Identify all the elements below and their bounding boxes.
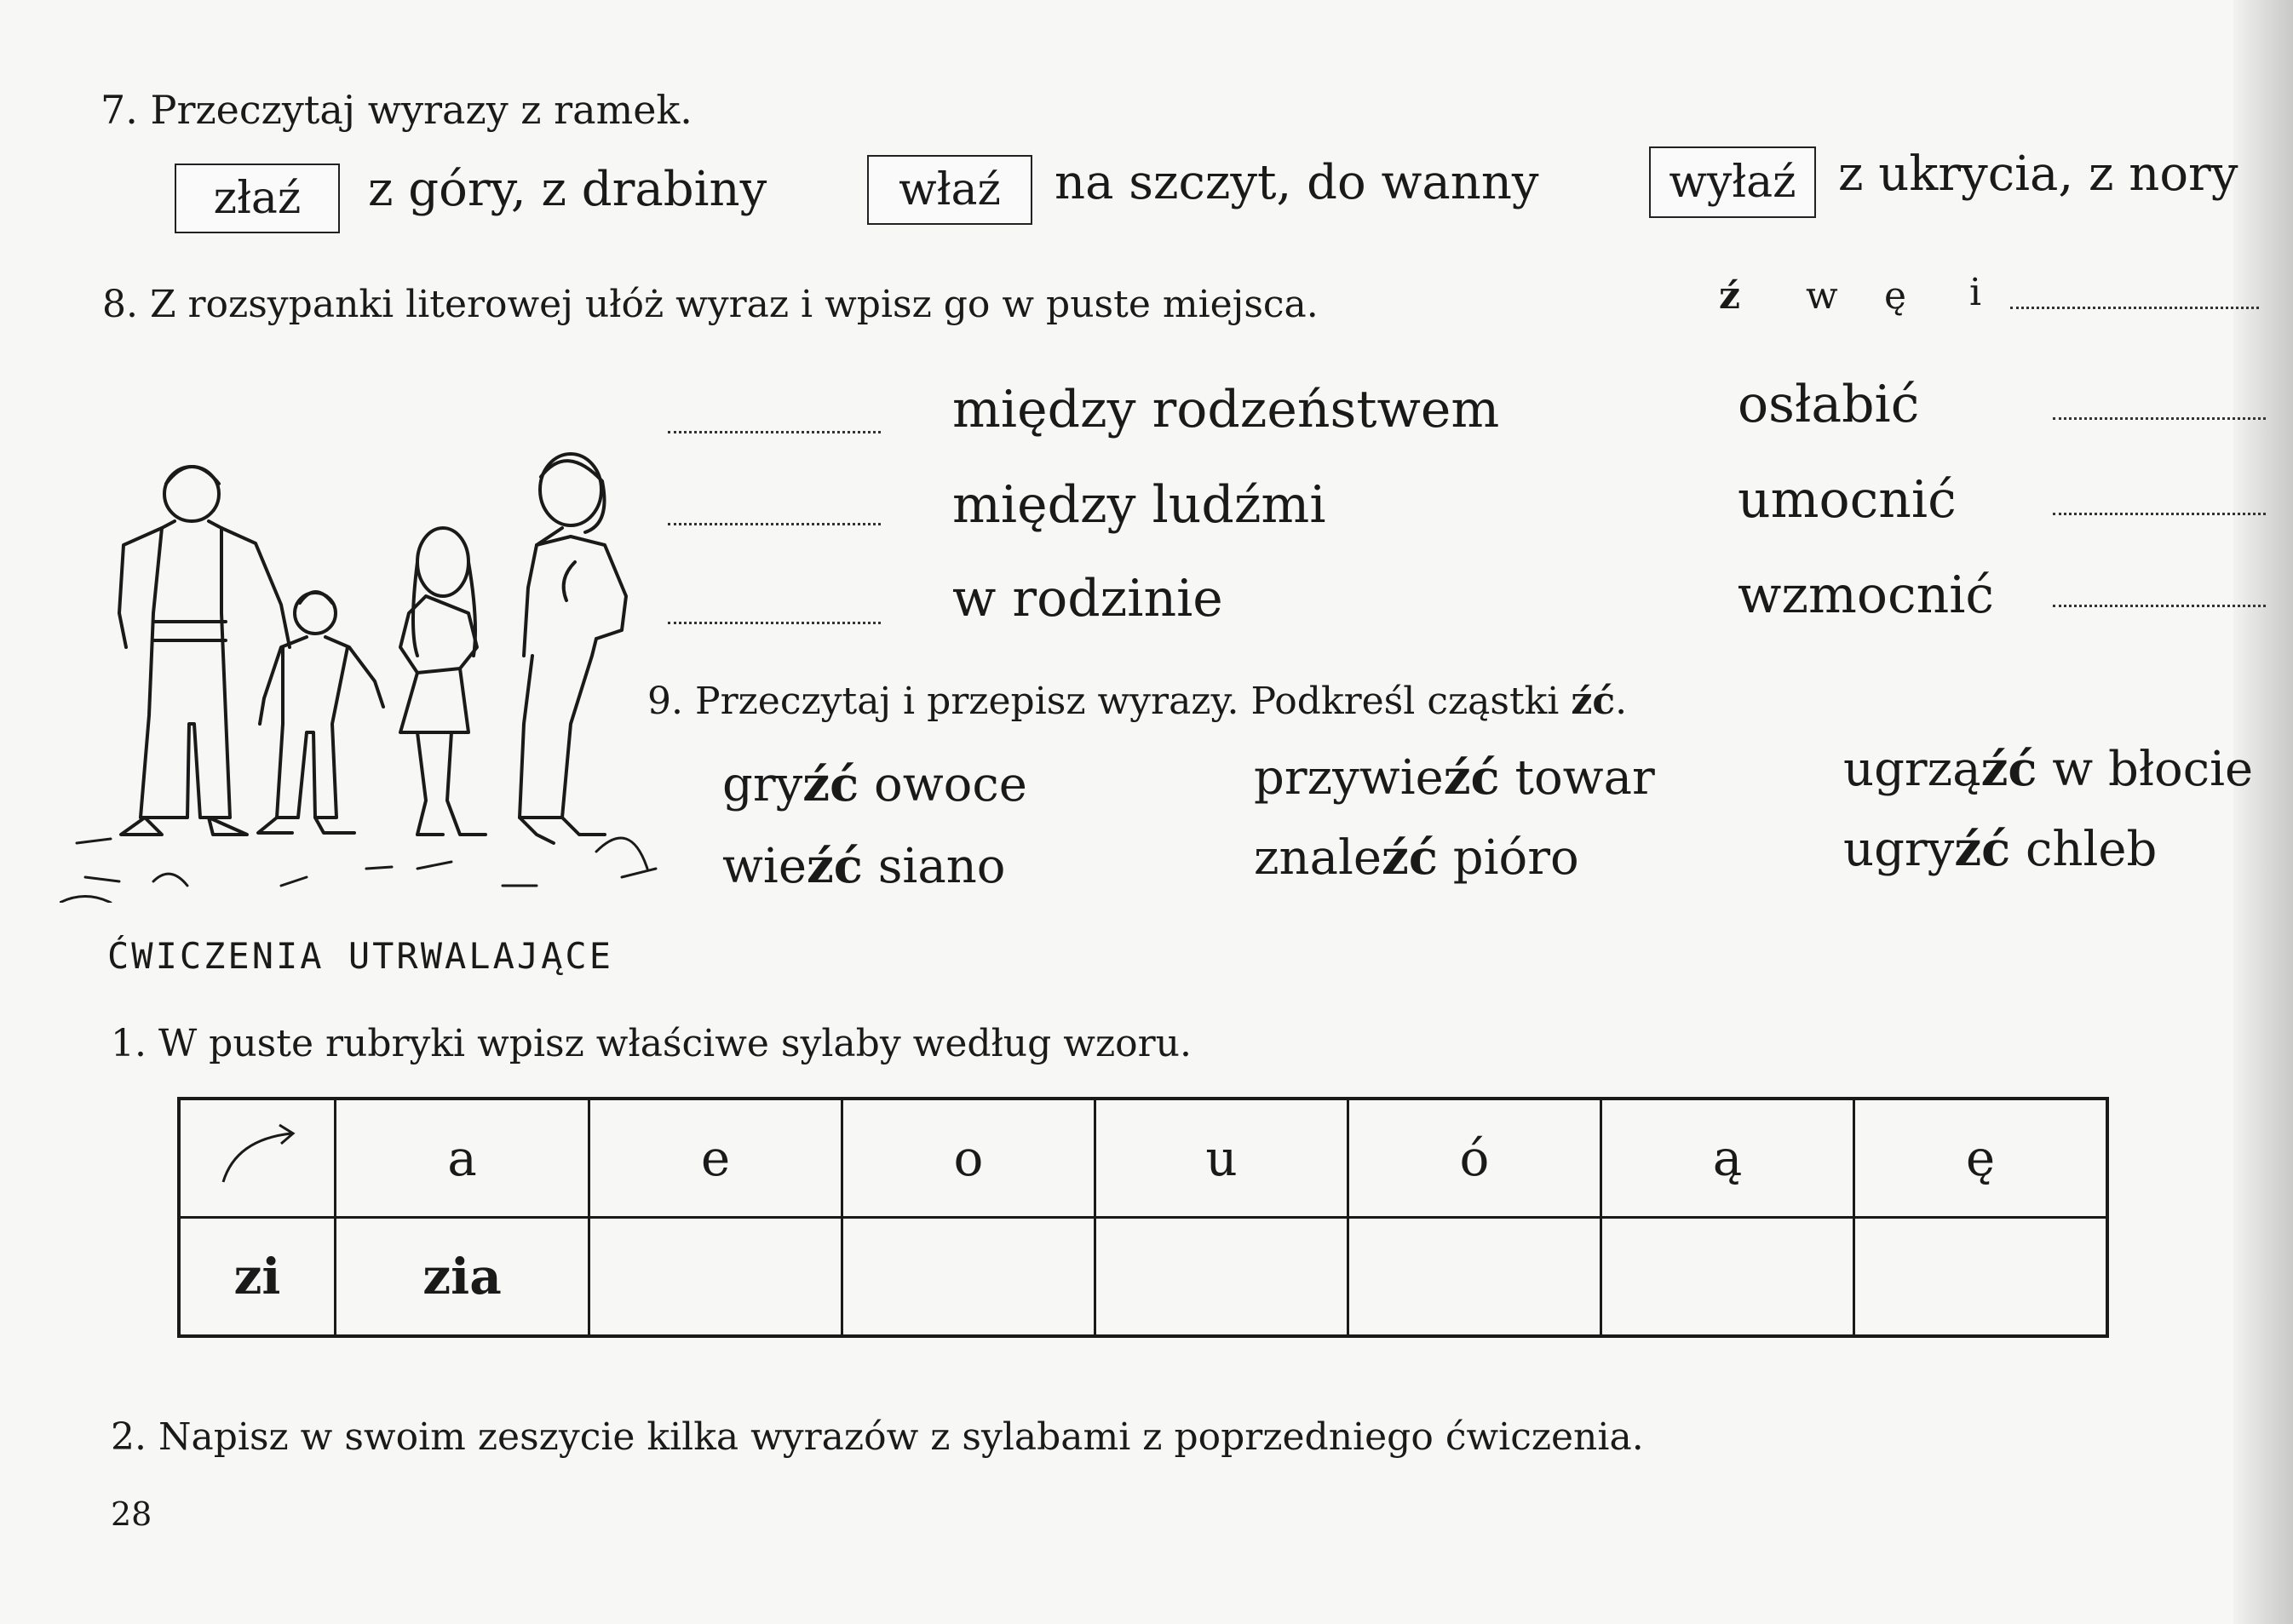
word-wiezc: wieźć siano xyxy=(722,838,1006,894)
curved-arrow-icon xyxy=(206,1110,308,1195)
syllable-cell: zia xyxy=(336,1218,589,1337)
vowel-cell: a xyxy=(336,1099,589,1218)
verb-umocnic: umocnić xyxy=(1738,470,1957,530)
scrambled-letter: w xyxy=(1806,274,1838,318)
exercise-9-title xyxy=(647,680,1627,723)
word-gryzc: gryźć owoce xyxy=(722,756,1027,812)
vowel-cell: ą xyxy=(1601,1099,1854,1218)
section-heading: ĆWICZENIA UTRWALAJĄCE xyxy=(107,935,614,977)
answer-line-word[interactable] xyxy=(2010,307,2259,309)
page-edge-shadow xyxy=(2233,0,2293,1624)
word-znalezc: znaleźć pióro xyxy=(1254,829,1579,886)
exercise-1-title: 1. W puste rubryki wpisz właściwe sylaby według wzoru. xyxy=(111,1022,1192,1065)
scrambled-letter: i xyxy=(1969,271,1982,314)
syllable-blank[interactable] xyxy=(1095,1218,1348,1337)
verb-wzmocnic: wzmocnić xyxy=(1738,565,1995,625)
phrase-rodzina: w rodzinie xyxy=(952,569,1223,628)
word-ugrzazc: ugrząźć w błocie xyxy=(1843,741,2254,797)
syllable-blank[interactable] xyxy=(589,1218,842,1337)
vowel-cell: ę xyxy=(1854,1099,2108,1218)
verb-oslabic: osłabić xyxy=(1738,375,1920,434)
arrow-cell xyxy=(179,1099,336,1218)
syllable-blank[interactable] xyxy=(1348,1218,1601,1337)
scrambled-letter: ź xyxy=(1719,274,1740,318)
answer-line[interactable] xyxy=(668,431,881,433)
answer-line[interactable] xyxy=(2053,417,2266,420)
word-box-wlaz: właź xyxy=(867,155,1032,225)
answer-line[interactable] xyxy=(2053,605,2266,607)
syllable-blank[interactable] xyxy=(842,1218,1095,1337)
vowel-cell: ó xyxy=(1348,1099,1601,1218)
syllable-table xyxy=(177,1097,2109,1338)
family-illustration xyxy=(60,443,690,903)
answer-line[interactable] xyxy=(668,622,881,624)
phrase-wylaz: z ukrycia, z nory xyxy=(1838,146,2238,202)
phrase-ludzie: między ludźmi xyxy=(952,475,1326,535)
vowel-cell: o xyxy=(842,1099,1095,1218)
scrambled-letter: ę xyxy=(1884,274,1907,318)
vowel-cell: u xyxy=(1095,1099,1348,1218)
exercise-7-title: 7. Przeczytaj wyrazy z ramek. xyxy=(101,87,692,133)
syllable-blank[interactable] xyxy=(1601,1218,1854,1337)
exercise-8-title: 8. Z rozsypanki literowej ułóż wyraz i wpisz go w puste miejsca. xyxy=(102,283,1319,326)
phrase-wlaz: na szczyt, do wanny xyxy=(1055,155,1539,210)
vowel-cell: e xyxy=(589,1099,842,1218)
exercise-9-title-text: 9. Przeczytaj i przepisz wyrazy. Podkreśl cząstki xyxy=(647,680,1560,723)
word-przywiezc: przywieźć towar xyxy=(1254,749,1655,806)
page-number: 28 xyxy=(111,1495,152,1533)
word-ugryzc: ugryźć chleb xyxy=(1843,821,2158,877)
exercise-2-title: 2. Napisz w swoim zeszycie kilka wyrazów z sylabami z poprzedniego ćwiczenia. xyxy=(111,1415,1644,1459)
syllable-blank[interactable] xyxy=(1854,1218,2108,1337)
syllable-cell: zi xyxy=(179,1218,336,1337)
word-box-wylaz: wyłaź xyxy=(1649,146,1816,218)
phrase-zlaz: z góry, z drabiny xyxy=(368,162,767,217)
exercise-9-title-bold: źć xyxy=(1571,680,1616,723)
answer-line[interactable] xyxy=(668,523,881,525)
phrase-rodzenstwo: między rodzeństwem xyxy=(952,380,1500,439)
answer-line[interactable] xyxy=(2053,513,2266,515)
word-box-zlaz: złaź xyxy=(175,164,340,233)
exercise-9-title-end: . xyxy=(1615,680,1628,723)
